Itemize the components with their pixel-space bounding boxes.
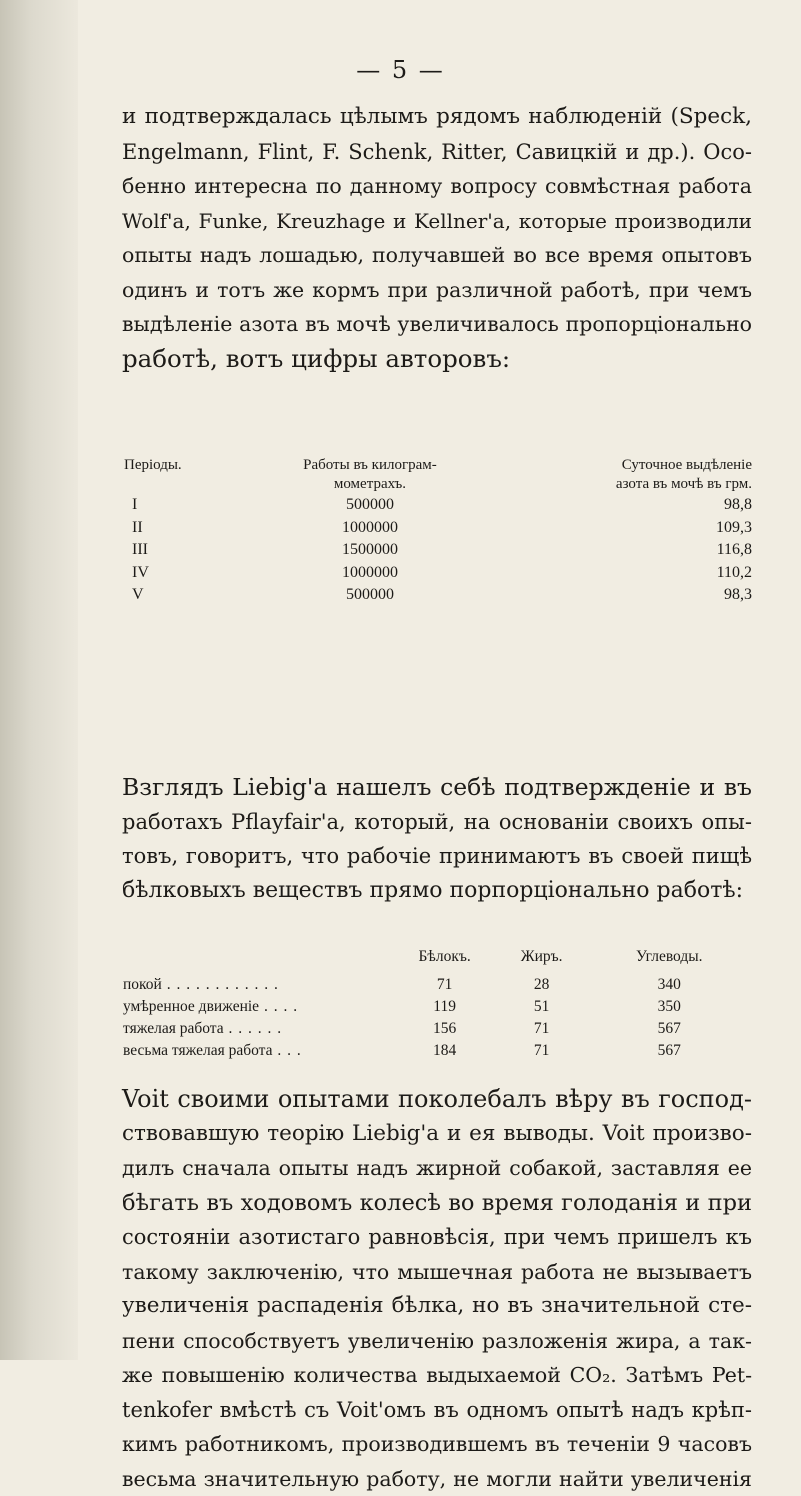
text-line: бѣлковыхъ веществъ прямо порпорціонально работѣ: xyxy=(122,874,752,909)
text-line: работахъ Pflayfair'а, который, на основаніи своихъ опы- xyxy=(122,805,752,840)
nitrogen-cell: 110,2 xyxy=(481,562,758,585)
work-cell: 1000000 xyxy=(258,517,481,540)
text-line: бѣгать въ ходовомъ колесѣ во время голоданія и при xyxy=(122,1186,752,1221)
row-label: тяжелая работа . . . xyxy=(123,1020,282,1037)
text-line: кимъ работникомъ, производившемъ въ теченіи 9 часовъ xyxy=(122,1427,752,1462)
carbs-cell: 340 xyxy=(588,974,751,996)
text-line: ствовавшую теорію Liebig'а и ея выводы. Voit произво- xyxy=(122,1117,752,1152)
paragraph-1 xyxy=(122,100,752,376)
text-line: Voit своими опытами поколебалъ вѣру въ господ- xyxy=(122,1082,752,1117)
table-row xyxy=(123,1040,751,1062)
paragraph-3 xyxy=(122,1082,752,1496)
table-header-carbs: Углеводы. xyxy=(588,948,751,974)
text-line: работѣ, вотъ цифры авторовъ: xyxy=(122,342,752,377)
text-line: выдѣленіе азота въ мочѣ увеличивалось пропорціонально xyxy=(122,307,752,342)
text-line: Wolf'а, Funke, Kreuzhage и Kellner'а, которые производили xyxy=(122,204,752,239)
row-label: покой . . . xyxy=(123,976,279,993)
text-line: увеличенія распаденія бѣлка, но въ значительной сте- xyxy=(122,1289,752,1324)
nitrogen-cell: 98,8 xyxy=(481,494,758,517)
text-line: бенно интересна по данному вопросу совмѣстная работа xyxy=(122,169,752,204)
nitrogen-cell: 98,3 xyxy=(481,584,758,607)
text-line: tenkofer вмѣстѣ съ Voit'омъ въ одномъ опытѣ надъ крѣп- xyxy=(122,1393,752,1428)
text-line: состояніи азотистаго равновѣсія, при чемъ пришелъ къ xyxy=(122,1220,752,1255)
fat-cell: 71 xyxy=(496,1018,588,1040)
page-edge-shadow xyxy=(0,0,78,1360)
carbs-cell: 350 xyxy=(588,996,751,1018)
work-cell: 1500000 xyxy=(258,539,481,562)
period-cell: V xyxy=(118,584,258,607)
table-row xyxy=(123,1018,751,1040)
table-header-periods: Періоды. xyxy=(118,456,258,494)
work-cell: 1000000 xyxy=(258,562,481,585)
period-cell: IV xyxy=(118,562,258,585)
text-line: дилъ сначала опыты надъ жирной собакой, заставляя ее xyxy=(122,1151,752,1186)
paragraph-2 xyxy=(122,770,752,908)
work-cell: 500000 xyxy=(258,584,481,607)
period-cell: I xyxy=(118,494,258,517)
protein-cell: 71 xyxy=(394,974,496,996)
row-label: умѣренное движеніе . . . . xyxy=(123,998,298,1015)
fat-cell: 71 xyxy=(496,1040,588,1062)
text-line: такому заключенію, что мышечная работа не вызываетъ xyxy=(122,1255,752,1290)
page-number: — 5 — xyxy=(0,56,801,84)
nitrogen-cell: 116,8 xyxy=(481,539,758,562)
nitrogen-cell: 109,3 xyxy=(481,517,758,540)
text-line: весьма значительную работу, не могли найти увеличенія xyxy=(122,1462,752,1496)
text-line: одинъ и тотъ же кормъ при различной работѣ, при чемъ xyxy=(122,273,752,308)
text-line: Взглядъ Liebig'а нашелъ себѣ подтвержденіе и въ xyxy=(122,770,752,805)
fat-cell: 28 xyxy=(496,974,588,996)
nitrogen-table xyxy=(118,456,758,607)
table-header-work: Работы въ килограм- мометрахъ. xyxy=(258,456,481,494)
protein-cell: 156 xyxy=(394,1018,496,1040)
table-header-protein: Бѣлокъ. xyxy=(394,948,496,974)
table-row xyxy=(118,562,758,585)
table-header-nitrogen: Суточное выдѣленіе азота въ мочѣ въ грм. xyxy=(481,456,758,494)
protein-cell: 119 xyxy=(394,996,496,1018)
table-header-blank xyxy=(123,948,394,974)
text-line: товъ, говоритъ, что рабочіе принимаютъ въ своей пищѣ xyxy=(122,839,752,874)
text-line: Engelmann, Flint, F. Schenk, Ritter, Савицкій и др.). Осо- xyxy=(122,135,752,170)
table-row xyxy=(123,996,751,1018)
text-line: пени способствуетъ увеличенію разложенія жира, а так- xyxy=(122,1324,752,1359)
row-label: весьма тяжелая работа . . . xyxy=(123,1042,302,1059)
table-row xyxy=(118,539,758,562)
text-line: опыты надъ лошадью, получавшей во все время опытовъ xyxy=(122,238,752,273)
period-cell: II xyxy=(118,517,258,540)
text-line: же повышенію количества выдыхаемой CO₂. Затѣмъ Pet- xyxy=(122,1358,752,1393)
fat-cell: 51 xyxy=(496,996,588,1018)
work-cell: 500000 xyxy=(258,494,481,517)
table-row xyxy=(123,974,751,996)
table-row xyxy=(118,494,758,517)
period-cell: III xyxy=(118,539,258,562)
protein-cell: 184 xyxy=(394,1040,496,1062)
text-line: и подтверждалась цѣлымъ рядомъ наблюденій (Speck, xyxy=(122,100,752,135)
diet-table xyxy=(123,948,751,1062)
table-row xyxy=(118,517,758,540)
table-row xyxy=(118,584,758,607)
table-header-fat: Жиръ. xyxy=(496,948,588,974)
carbs-cell: 567 xyxy=(588,1018,751,1040)
carbs-cell: 567 xyxy=(588,1040,751,1062)
